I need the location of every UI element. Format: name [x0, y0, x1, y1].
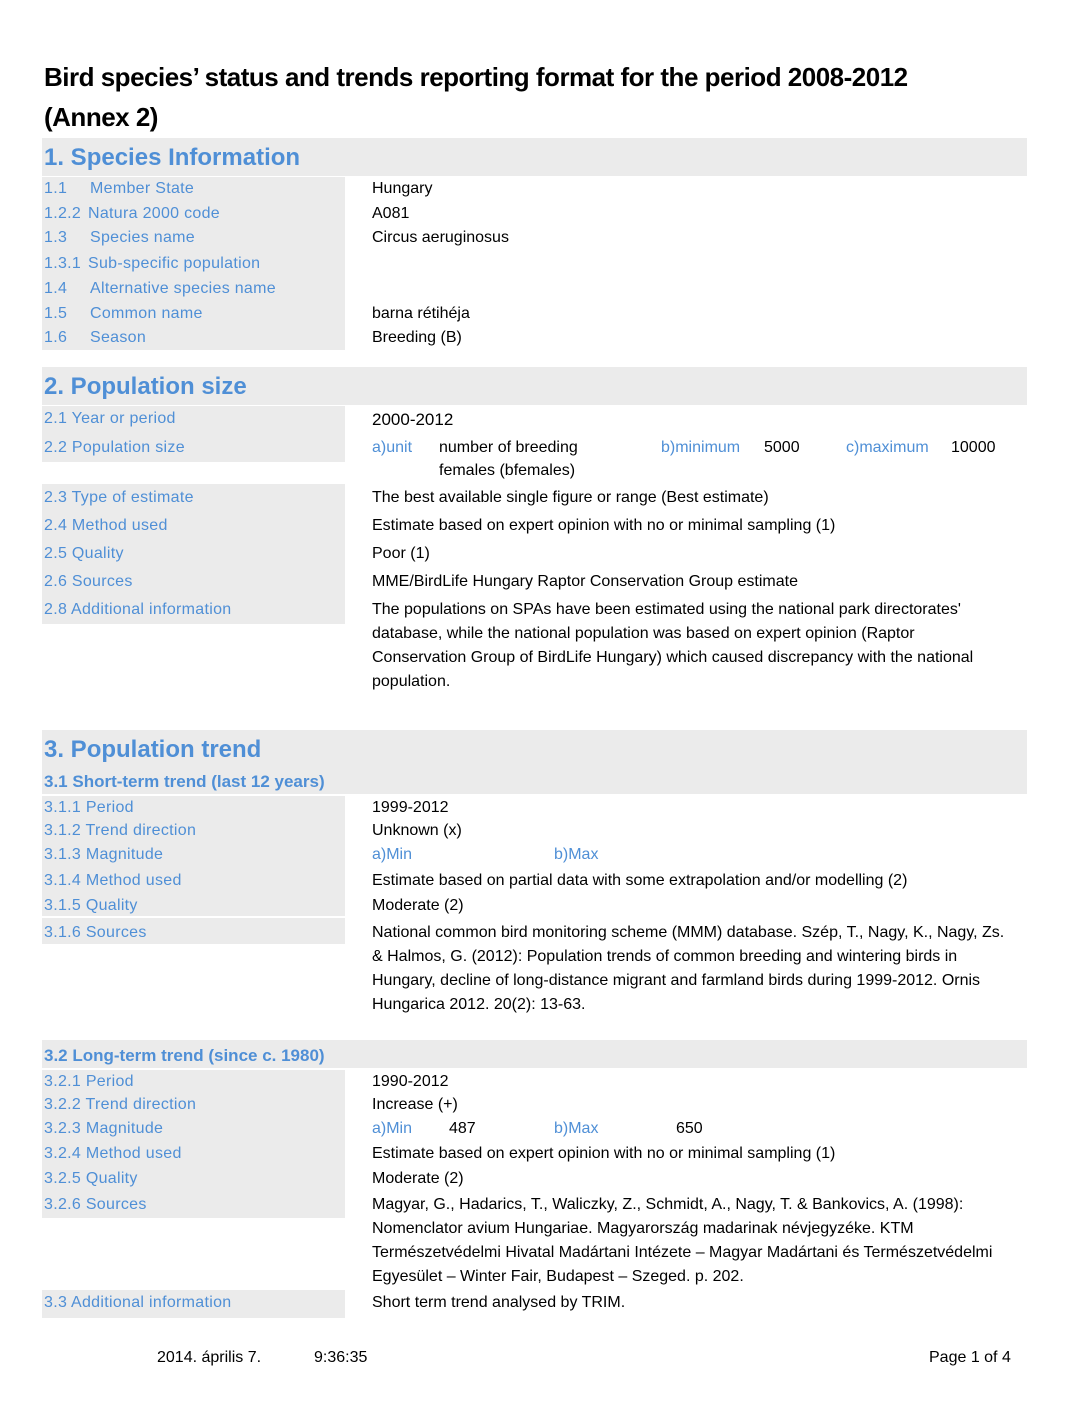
quality-label: 2.5 Quality: [44, 545, 124, 562]
species-info-label: Species name: [90, 229, 195, 246]
long-min-label: a)Min: [372, 1120, 413, 1137]
short-term-heading: 3.1 Short-term trend (last 12 years): [44, 772, 325, 791]
species-info-value: Circus aeruginosus: [372, 229, 509, 246]
type-of-estimate-label: 2.3 Type of estimate: [44, 489, 194, 506]
quality-value: Poor (1): [372, 545, 430, 562]
long-max-label: b)Max: [554, 1120, 599, 1137]
short-direction-value: Unknown (x): [372, 822, 462, 839]
year-label: 2.1 Year or period: [44, 410, 176, 427]
year-value: 2000-2012: [372, 410, 454, 429]
species-info-label: Member State: [90, 180, 195, 197]
short-period-value: 1999-2012: [372, 799, 449, 816]
minimum-value: 5000: [764, 439, 800, 456]
method-used-label: 2.4 Method used: [44, 517, 168, 534]
species-info-label: Alternative species name: [90, 280, 276, 297]
short-direction-label: 3.1.2 Trend direction: [44, 822, 197, 839]
type-of-estimate-value: The best available single figure or range (Best estimate): [372, 489, 769, 506]
species-info-label: Season: [90, 329, 147, 346]
species-info-value: A081: [372, 205, 410, 222]
short-magnitude-label: 3.1.3 Magnitude: [44, 846, 164, 863]
short-quality-value: Moderate (2): [372, 897, 464, 914]
maximum-label: c)maximum: [846, 439, 929, 456]
population-size-label: 2.2 Population size: [44, 439, 185, 456]
section-2-heading: 2. Population size: [44, 373, 247, 400]
trend-additional-info-label: 3.3 Additional information: [44, 1294, 232, 1311]
method-used-value: Estimate based on expert opinion with no or minimal sampling (1): [372, 517, 836, 534]
short-method-label: 3.1.4 Method used: [44, 872, 182, 889]
species-info-number: 1.2.2: [44, 205, 82, 222]
sources-label: 2.6 Sources: [44, 573, 133, 590]
unit-value-line-2: females (bfemales): [439, 462, 576, 479]
document-title-line-1: Bird species’ status and trends reporting format for the period 2008-2012: [44, 62, 908, 92]
minimum-label: b)minimum: [661, 439, 741, 456]
unit-value-line-1: number of breeding: [439, 439, 578, 456]
long-min-value: 487: [449, 1120, 476, 1137]
additional-info-value: The populations on SPAs have been estimated using the national park directorates' database, while the national population was based on expert opinion (Raptor Conservation Group of BirdLife Hungary) which caused discrepancy with the national population.: [372, 601, 974, 690]
long-quality-label: 3.2.5 Quality: [44, 1170, 138, 1187]
species-info-label: Common name: [90, 305, 203, 322]
species-info-number: 1.4: [44, 280, 68, 297]
trend-additional-info-value: Short term trend analysed by TRIM.: [372, 1294, 626, 1311]
long-method-label: 3.2.4 Method used: [44, 1145, 182, 1162]
sources-value: MME/BirdLife Hungary Raptor Conservation Group estimate: [372, 573, 798, 590]
short-period-label: 3.1.1 Period: [44, 799, 134, 816]
short-min-label: a)Min: [372, 846, 413, 863]
footer-date: 2014. április 7.: [157, 1349, 262, 1366]
species-info-label: Sub-specific population: [88, 255, 261, 272]
unit-label: a)unit: [372, 439, 413, 456]
long-quality-value: Moderate (2): [372, 1170, 464, 1187]
additional-info-label: 2.8 Additional information: [44, 601, 232, 618]
long-direction-label: 3.2.2 Trend direction: [44, 1096, 197, 1113]
long-period-value: 1990-2012: [372, 1073, 449, 1090]
long-term-heading: 3.2 Long-term trend (since c. 1980): [44, 1046, 325, 1065]
section-1-heading: 1. Species Information: [44, 144, 301, 171]
short-quality-label: 3.1.5 Quality: [44, 897, 138, 914]
long-magnitude-label: 3.2.3 Magnitude: [44, 1120, 164, 1137]
long-period-label: 3.2.1 Period: [44, 1073, 134, 1090]
short-sources-label: 3.1.6 Sources: [44, 924, 147, 941]
long-direction-value: Increase (+): [372, 1096, 458, 1113]
short-sources-value: National common bird monitoring scheme (MMM) database. Szép, T., Nagy, K., Nagy, Zs. & Halmos, G. (2012): Population trends of common breeding and wintering birds in Hungary, decline of long-distance migrant and farmland birds during 1999-2012. Ornis Hungarica 2012. 20(2): 13-63.: [372, 924, 1005, 1013]
footer-page-number: Page 1 of 4: [929, 1349, 1011, 1366]
species-info-number: 1.6: [44, 329, 68, 346]
section-3-heading: 3. Population trend: [44, 736, 262, 763]
short-method-value: Estimate based on partial data with some extrapolation and/or modelling (2): [372, 872, 908, 889]
long-max-value: 650: [676, 1120, 703, 1137]
species-info-value: Breeding (B): [372, 329, 462, 346]
long-method-value: Estimate based on expert opinion with no or minimal sampling (1): [372, 1145, 836, 1162]
short-max-label: b)Max: [554, 846, 599, 863]
document-title-line-2: (Annex 2): [44, 102, 158, 132]
species-info-number: 1.1: [44, 180, 68, 197]
long-sources-label: 3.2.6 Sources: [44, 1196, 147, 1213]
species-info-number: 1.3: [44, 229, 68, 246]
species-info-number: 1.3.1: [44, 255, 82, 272]
maximum-value: 10000: [951, 439, 996, 456]
species-info-number: 1.5: [44, 305, 68, 322]
species-info-value: Hungary: [372, 180, 433, 197]
footer-time: 9:36:35: [314, 1349, 368, 1366]
species-info-value: barna rétihéja: [372, 305, 470, 322]
species-info-label: Natura 2000 code: [88, 205, 221, 222]
long-sources-value: Magyar, G., Hadarics, T., Waliczky, Z., Schmidt, A., Nagy, T. & Bankovics, A. (1998): Nomenclator avium Hungariae. Magyarország madarinak névjegyzéke. KTM Természetvédelmi Hivatal Madártani Intézete – Magyar Madártani és Természetvédelmi Egyesület – Winter Fair, Budapest – Szeged. p. 202.: [372, 1196, 993, 1285]
